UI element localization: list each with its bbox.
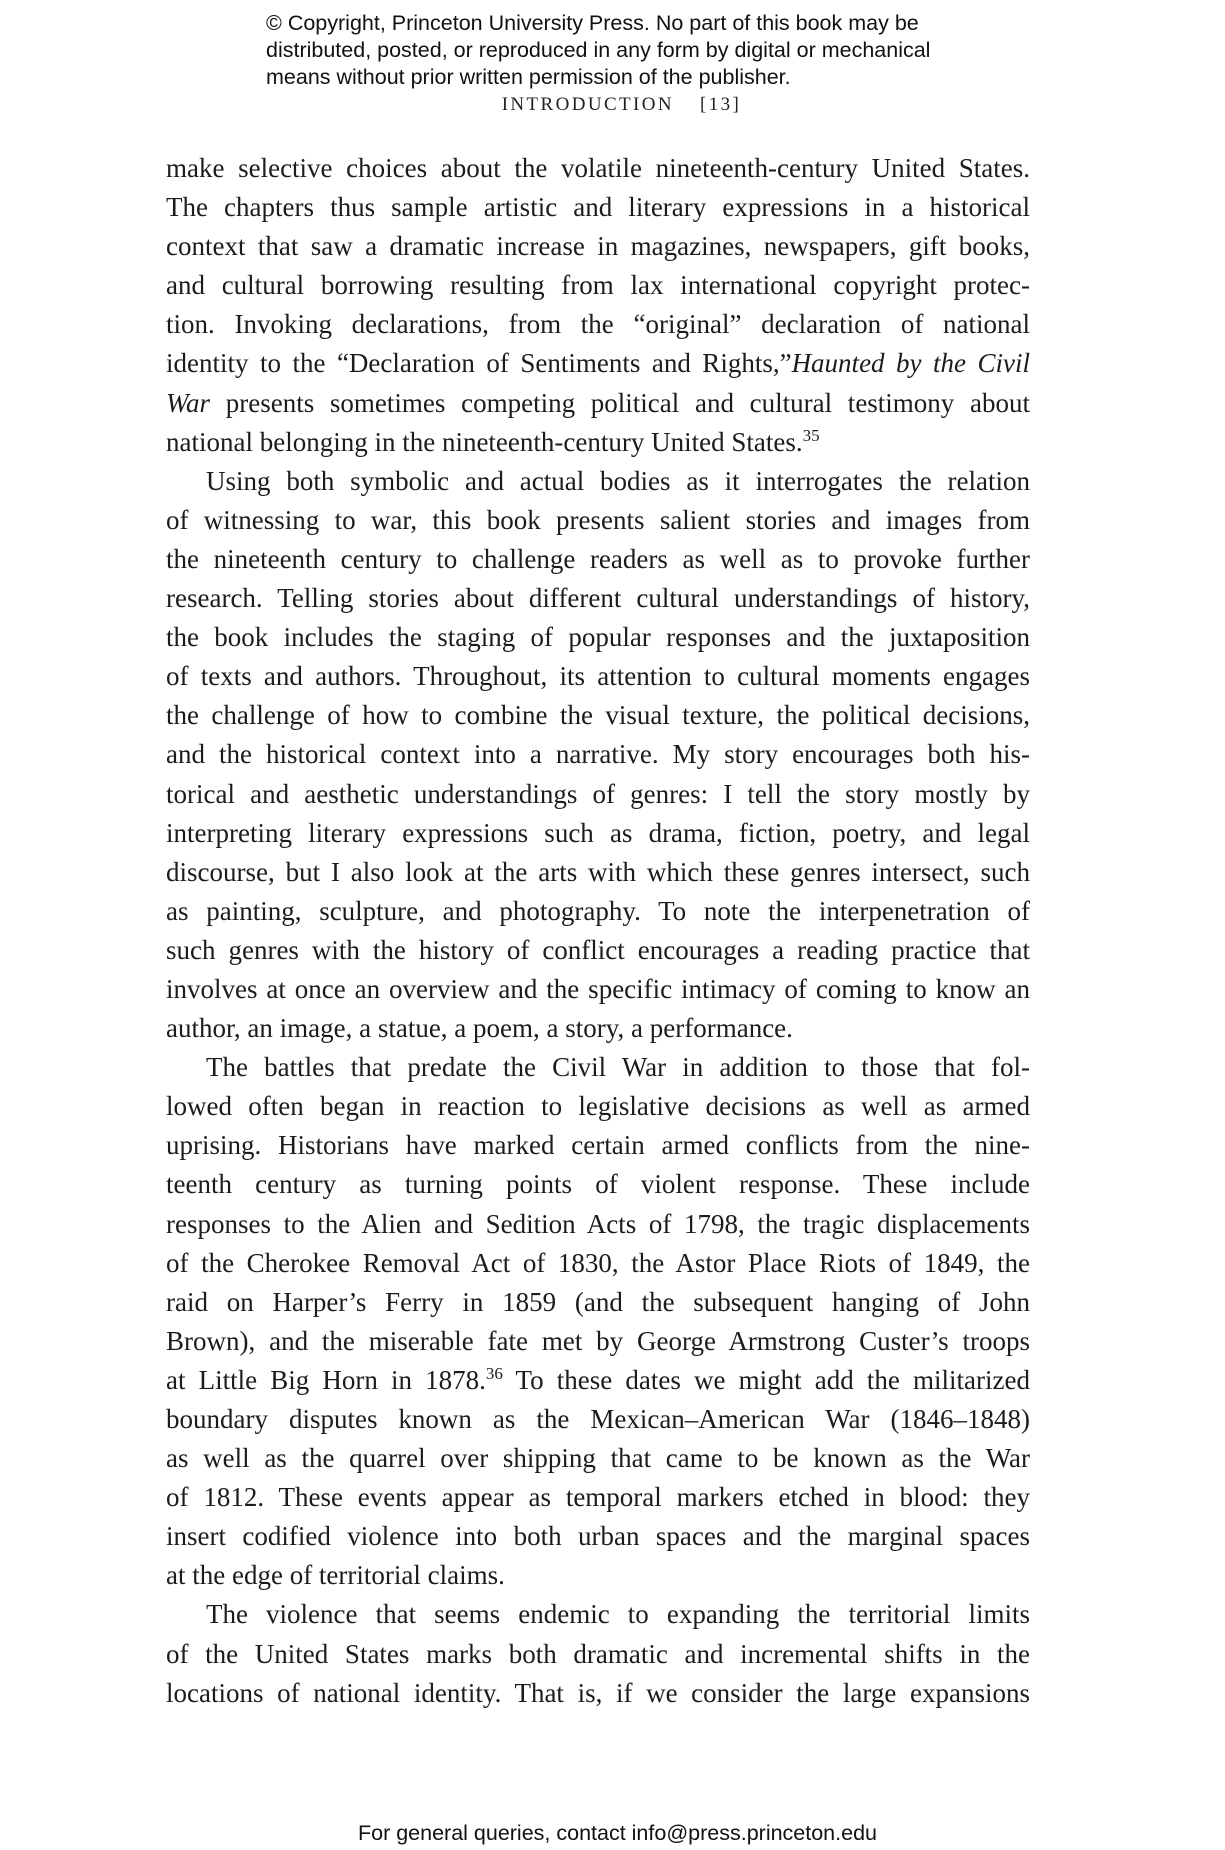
text-line: The battles that predate the Civil War in addition to those that fol-	[206, 1052, 1030, 1083]
text-line	[166, 1361, 1030, 1400]
text-line: as well as the quarrel over shipping that came to be known as the War	[166, 1443, 1030, 1474]
running-head	[0, 94, 1225, 116]
text-line: responses to the Alien and Sedition Acts of 1798, the tragic displacements	[166, 1208, 1030, 1239]
text-line: interpreting literary expressions such as drama, fiction, poetry, and legal	[166, 817, 1030, 848]
book-title-italic: Haunted by the Civil	[791, 348, 1030, 379]
text-line	[166, 344, 1030, 383]
text-line: author, an image, a statue, a poem, a story, a performance.	[166, 1013, 793, 1044]
copyright-line: distributed, posted, or reproduced in any form by digital or mechanical	[266, 38, 931, 62]
text-line: insert codified violence into both urban spaces and the marginal spaces	[166, 1521, 1030, 1552]
text-line: uprising. Historians have marked certain armed conflicts from the nine-	[166, 1130, 1030, 1161]
text-line: torical and aesthetic understandings of genres: I tell the story mostly by	[166, 778, 1030, 809]
copyright-notice	[266, 10, 986, 91]
text-line: tion. Invoking declarations, from the “original” declaration of national	[166, 309, 1030, 340]
book-title-italic: War	[166, 387, 211, 418]
footer-contact: For general queries, contact info@press.princeton.edu	[357, 1821, 877, 1845]
footnote-ref: 35	[802, 425, 820, 445]
text-line: the challenge of how to combine the visual texture, the political decisions,	[166, 700, 1030, 731]
text-line: such genres with the history of conflict encourages a reading practice that	[166, 934, 1030, 965]
text-line: raid on Harper’s Ferry in 1859 (and the subsequent hanging of John	[166, 1286, 1030, 1317]
text-line: the book includes the staging of popular responses and the juxtaposition	[166, 622, 1030, 653]
text-line: The violence that seems endemic to expanding the territorial limits	[206, 1599, 1030, 1630]
text-line: research. Telling stories about different cultural understandings of history,	[166, 583, 1030, 614]
text-line: the nineteenth century to challenge readers as well as to provoke further	[166, 543, 1030, 574]
text-line: The chapters thus sample artistic and literary expressions in a historical	[166, 192, 1030, 223]
text-run: national belonging in the nineteenth-century United States.	[166, 426, 803, 457]
page-number: [13]	[700, 94, 742, 115]
text-line: of 1812. These events appear as temporal markers etched in blood: they	[166, 1482, 1030, 1513]
text-line: of the United States marks both dramatic and incremental shifts in the	[166, 1638, 1030, 1669]
text-line: and cultural borrowing resulting from lax international copyright protec-	[166, 270, 1030, 301]
text-line	[166, 423, 1030, 462]
copyright-line: © Copyright, Princeton University Press. No part of this book may be	[266, 11, 919, 35]
text-line: of witnessing to war, this book presents salient stories and images from	[166, 504, 1030, 535]
text-line: make selective choices about the volatile nineteenth-century United States.	[166, 153, 1030, 183]
text-line: of texts and authors. Throughout, its attention to cultural moments engages	[166, 661, 1030, 692]
text-line: at the edge of territorial claims.	[166, 1560, 505, 1591]
text-line: Using both symbolic and actual bodies as it interrogates the relation	[206, 465, 1030, 496]
text-line: and the historical context into a narrative. My story encourages both his-	[166, 739, 1030, 770]
text-line: discourse, but I also look at the arts with which these genres intersect, such	[166, 856, 1030, 887]
text-run: at Little Big Horn in 1878.	[166, 1364, 486, 1395]
body-text	[166, 149, 1030, 1713]
copyright-line: means without prior written permission of the publisher.	[266, 65, 791, 89]
text-line	[166, 384, 1030, 423]
text-line: of the Cherokee Removal Act of 1830, the Astor Place Riots of 1849, the	[166, 1247, 1030, 1278]
text-line: Brown), and the miserable fate met by George Armstrong Custer’s troops	[166, 1325, 1030, 1356]
text-line: boundary disputes known as the Mexican–American War (1846–1848)	[166, 1404, 1030, 1434]
footnote-ref: 36	[485, 1363, 503, 1383]
text-line: as painting, sculpture, and photography. To note the interpenetration of	[166, 895, 1030, 926]
text-line: involves at once an overview and the specific intimacy of coming to know an	[166, 973, 1030, 1004]
text-line: locations of national identity. That is, if we consider the large expansions	[166, 1677, 1030, 1708]
running-head-section: INTRODUCTION	[501, 94, 675, 115]
text-line: context that saw a dramatic increase in magazines, newspapers, gift books,	[166, 231, 1030, 262]
text-line: lowed often began in reaction to legislative decisions as well as armed	[166, 1091, 1030, 1122]
text-run: presents sometimes competing political and cultural testimony about	[210, 387, 1030, 418]
text-line: teenth century as turning points of violent response. These include	[166, 1169, 1030, 1200]
text-run: identity to the “Declaration of Sentiments and Rights,”	[166, 348, 792, 379]
text-run: To these dates we might add the militarized	[502, 1364, 1030, 1395]
